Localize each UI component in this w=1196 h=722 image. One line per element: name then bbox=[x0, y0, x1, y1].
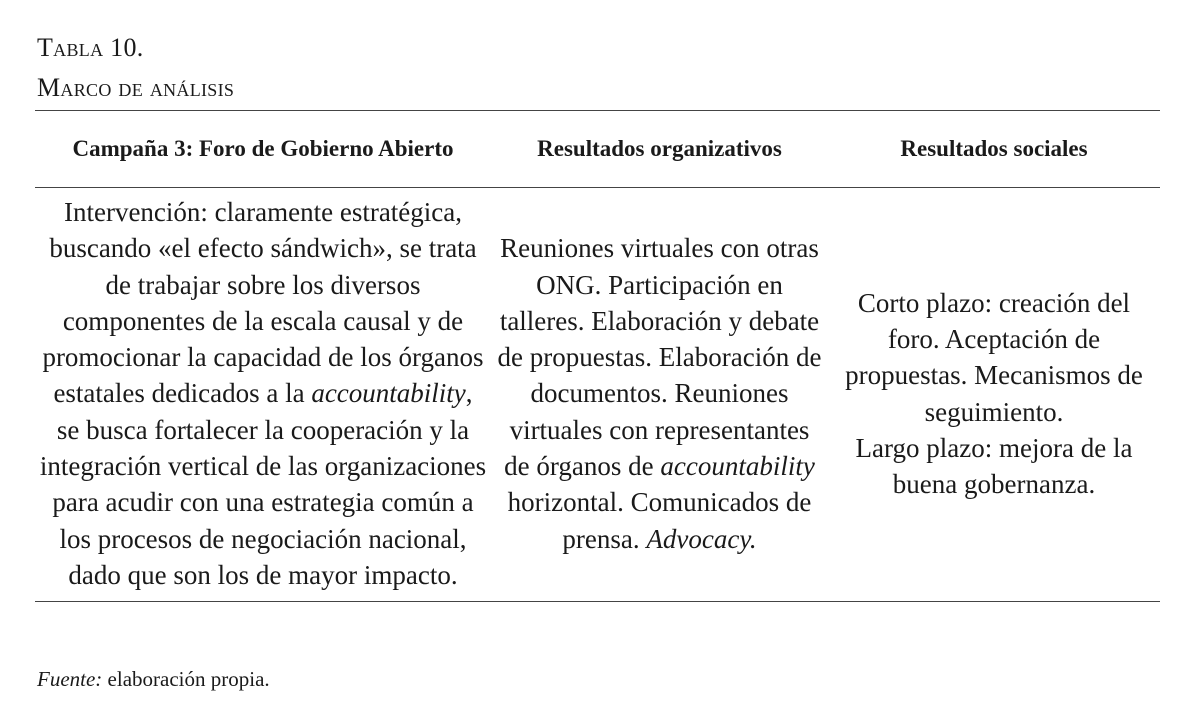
intervention-text-2: , se busca fortalecer la cooperación y la integración vertical de las organizaciones para acudir con una estrategia común a los procesos de negociación nacional, dado que son los de mayor impacto. bbox=[39, 378, 487, 590]
organizational-italic-2: Advocacy. bbox=[646, 523, 757, 554]
header-organizational-results: Resultados organizativos bbox=[491, 111, 828, 188]
header-campaign: Campaña 3: Foro de Gobierno Abierto bbox=[35, 111, 491, 188]
organizational-italic-1: accountability bbox=[660, 451, 815, 482]
analysis-table bbox=[35, 110, 1160, 602]
table-title: Marco de análisis bbox=[37, 73, 235, 102]
header-row bbox=[35, 111, 1160, 188]
source-label: Fuente: bbox=[37, 667, 103, 691]
header-social-results: Resultados sociales bbox=[828, 111, 1160, 188]
table-number: Tabla 10. bbox=[37, 33, 144, 62]
cell-organizational-results bbox=[491, 188, 828, 602]
source-note bbox=[37, 666, 270, 692]
social-long-term: Largo plazo: mejora de la buena gobernanza. bbox=[855, 432, 1133, 500]
organizational-text-2: horizontal. Comunicados de prensa. bbox=[507, 487, 812, 554]
cell-intervention bbox=[35, 188, 491, 602]
source-text: elaboración propia. bbox=[102, 667, 270, 691]
table-row bbox=[35, 188, 1160, 602]
intervention-text-1: Intervención: claramente estratégica, buscando «el efecto sándwich», se trata de trabajar sobre los diversos componentes de la escala causal y de promocionar la capacidad de los órganos estatales dedicados a la bbox=[42, 197, 484, 409]
organizational-text-1: Reuniones virtuales con otras ONG. Participación en talleres. Elaboración y debate de propuestas. Elaboración de documentos. Reuniones virtuales con representantes de órganos de bbox=[497, 233, 822, 482]
social-short-term: Corto plazo: creación del foro. Aceptación de propuestas. Mecanismos de seguimiento. bbox=[845, 287, 1143, 427]
intervention-italic: accountability bbox=[311, 378, 466, 409]
cell-social-results bbox=[828, 188, 1160, 602]
